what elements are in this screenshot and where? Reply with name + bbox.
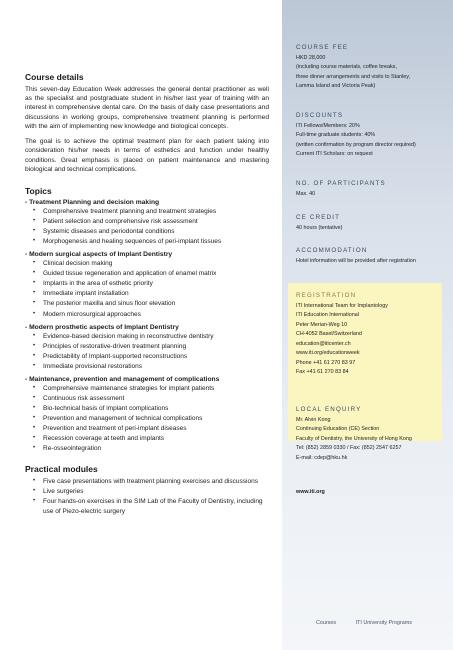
course-fee-line: three dinner arrangements and visits to Stanley,: [296, 73, 411, 80]
list-item: • Prevention and management of technical complications: [33, 414, 269, 424]
local-enquiry-label: LOCAL ENQUIRY: [296, 406, 362, 413]
topic-title: - Treatment Planning and decision making: [25, 198, 160, 206]
registration-email-link[interactable]: education@iticenter.ch: [296, 340, 351, 347]
list-item: • Modern microsurgical approaches: [33, 310, 269, 320]
registration-website-link[interactable]: www.iti.org/educationweek: [296, 350, 360, 357]
registration-section: [296, 292, 444, 378]
discounts-line: ITI Fellows/Members: 20%: [296, 123, 360, 129]
course-details-paragraph-2: The goal is to achieve the optimal treatment plan for each patient taking into consideration his/her needs in terms of esthetics and function under healthy conditions. Great emphasis is placed on patient maintenance and mastering biological and technical complications.: [25, 138, 269, 173]
discounts-line: Full-time graduate students: 40%: [296, 132, 376, 139]
participants-label: NO. OF PARTICIPANTS: [296, 180, 386, 187]
registration-line: CH-4052 Basel/Switzerland: [296, 331, 362, 338]
participants-line: Max. 40: [296, 191, 316, 197]
list-item: • Comprehensive treatment planning and treatment strategies: [33, 207, 269, 217]
topic-list: [25, 332, 269, 372]
list-item: • Live surgeries: [33, 487, 269, 497]
list-item: • Immediate implant installation: [33, 289, 269, 299]
website-link[interactable]: www.iti.org: [296, 489, 325, 495]
course-details-paragraph-1: This seven-day Education Week addresses the general dental practitioner as well as the specialist and postgraduate student in his/her last year of training with an interest in comprehensive dental care. On the basis of daily case presentations and discussions in working groups, comprehensive treatment planning is performed with the aim of implementing new knowledge and biological concepts.: [25, 86, 269, 130]
local-enquiry-line: Faculty of Dentistry, the University of Hong Kong: [296, 435, 412, 442]
list-item: • Predictability of Implant-supported reconstructions: [33, 352, 269, 362]
discounts-line: (written confirmation by program director required): [296, 141, 416, 148]
list-item: • Prevention and treatment of peri-implant diseases: [33, 424, 269, 434]
list-item: • Systemic diseases and periodontal conditions: [33, 227, 269, 237]
list-item: • Guided tissue regeneration and application of enamel matrix: [33, 269, 269, 279]
list-item: • Comprehensive maintenance strategies for implant patients: [33, 384, 269, 394]
topic-list: [25, 384, 269, 454]
main-column: [25, 72, 269, 518]
accommodation-line: Hotel information will be provided after registration: [296, 258, 416, 264]
local-enquiry-line: Tel: (852) 2859 0330 / Fax: (852) 2547 6257: [296, 445, 402, 452]
ce-credit-line: 40 hours (tentative): [296, 225, 343, 231]
list-item: • Bio-technical basis of implant complications: [33, 404, 269, 414]
local-enquiry-email-link[interactable]: E-mail: cdep@hku.hk: [296, 454, 348, 461]
list-item: • Continuous risk assessment: [33, 394, 269, 404]
topic-list: [25, 259, 269, 319]
list-item: • Evidence-based decision making in reconstructive dentistry: [33, 332, 269, 342]
topic-title: - Modern surgical aspects of Implant Dentistry: [25, 251, 173, 259]
topic-group: [25, 324, 269, 372]
footer-right: ITI University Programs: [355, 620, 412, 626]
course-fee-section: [296, 44, 444, 92]
accommodation-label: ACCOMMODATION: [296, 247, 368, 254]
discounts-label: DISCOUNTS: [296, 112, 344, 119]
footer: [316, 620, 430, 626]
topic-group: [25, 251, 269, 319]
accommodation-section: [296, 247, 444, 266]
practical-modules-heading: Practical modules: [25, 464, 98, 475]
course-fee-line: (including course materials, coffee breaks,: [296, 64, 397, 71]
local-enquiry-line: Mr. Alvin Kong: [296, 417, 331, 423]
ce-credit-label: CE CREDIT: [296, 214, 341, 221]
list-item: • The posterior maxilla and sinus floor elevation: [33, 299, 269, 309]
info-sidebar: [282, 0, 453, 650]
topic-title: - Modern prosthetic aspects of Implant Dentistry: [25, 323, 179, 331]
list-item: • Four hands-on exercises in the SIM Lab of the Faculty of Dentistry, including use of Piezo-electric surgery: [33, 497, 269, 517]
registration-line: Fax +41 61 270 83 84: [296, 369, 349, 376]
list-item: • Recession coverage at teeth and implants: [33, 434, 269, 444]
list-item: • Implants in the area of esthetic priority: [33, 279, 269, 289]
footer-left: Courses: [316, 620, 337, 626]
list-item: • Re-osseointegration: [33, 444, 269, 454]
topics-heading: Topics: [25, 185, 52, 196]
local-enquiry-section: [296, 406, 444, 463]
topic-group: [25, 376, 269, 454]
topic-list: [25, 207, 269, 247]
list-item: • Morphogenesis and healing sequences of peri-implant tissues: [33, 237, 269, 247]
ce-credit-section: [296, 214, 444, 233]
list-item: • Clinical decision making: [33, 259, 269, 269]
participants-section: [296, 180, 444, 199]
course-details-heading: Course details: [25, 72, 84, 82]
registration-line: Phone +41 61 270 83 97: [296, 359, 356, 366]
discounts-line: Current ITI Scholars: on request: [296, 151, 373, 158]
course-fee-line: Lamma Island and Victoria Peak): [296, 83, 376, 90]
registration-line: Peter Merian-Weg 10: [296, 321, 348, 328]
registration-line: ITI International Team for Implantology: [296, 303, 388, 309]
registration-line: ITI Education International: [296, 312, 359, 319]
list-item: • Immediate provisional restorations: [33, 362, 269, 372]
topic-title: - Maintenance, prevention and management of complications: [25, 375, 220, 383]
practical-list: [25, 477, 269, 517]
list-item: • Patient selection and comprehensive risk assessment: [33, 217, 269, 227]
discounts-section: [296, 112, 444, 160]
course-fee-label: COURSE FEE: [296, 44, 349, 51]
topic-group: [25, 199, 269, 247]
registration-label: REGISTRATION: [296, 292, 357, 299]
local-enquiry-line: Continuing Education (CE) Section: [296, 426, 380, 433]
course-fee-line: HKD 28,000: [296, 55, 326, 61]
list-item: • Principles of restorative-driven treatment planning: [33, 342, 269, 352]
list-item: • Five case presentations with treatment planning exercises and discussions: [33, 477, 269, 487]
